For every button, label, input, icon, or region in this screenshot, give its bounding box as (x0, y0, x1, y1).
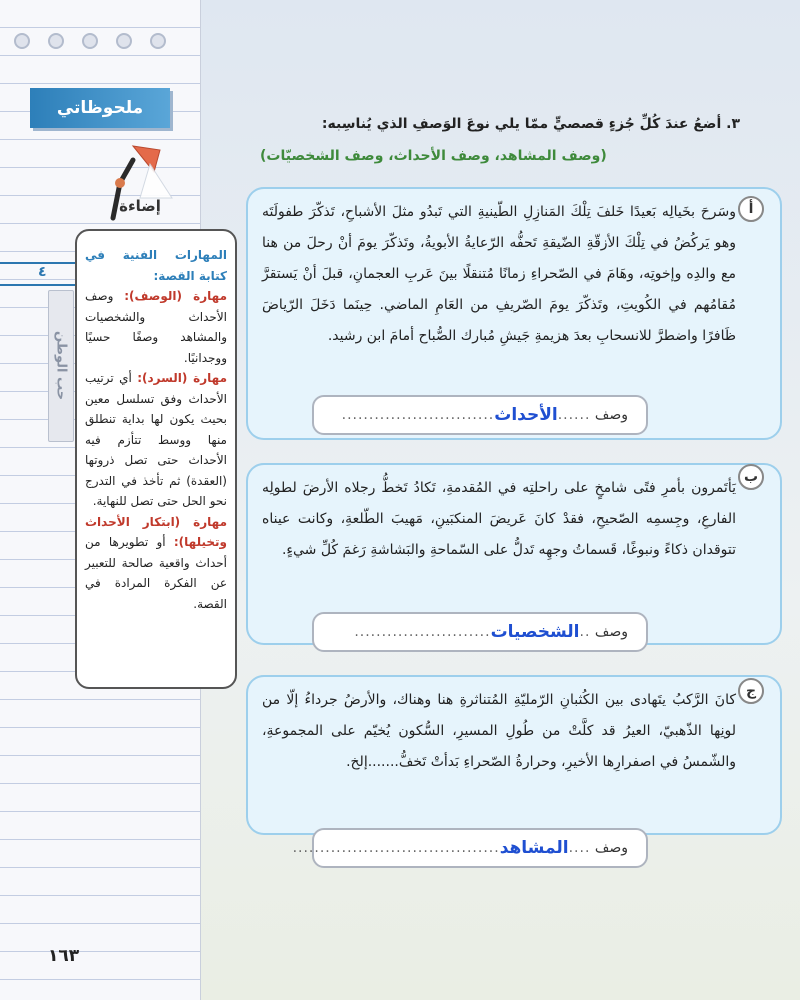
skill-text: وصف الأحداث والشخصيات والمشاهد وصفًا حسيًا ووجدانيًا. (85, 289, 227, 365)
item-marker: أ (738, 196, 764, 222)
ring-icon (48, 33, 64, 49)
answer-value: الشخصيات (490, 622, 580, 642)
tip-box (75, 229, 237, 689)
answer-dots: ............................ (341, 407, 495, 423)
answer-dots: ......................... (354, 624, 491, 640)
answer-label: وصف (594, 624, 628, 640)
passage-text: وسَرحَ بخَيالِه بَعيدًا خَلفَ تِلْكَ المَنازِلِ الطّينيةِ التي تَبدُو مثلَ الأشباحِ، تَذكّرَ طفولَتَه وهو يَركُضُ في تِلْكَ الأزقّةِ الضّيقةِ تَحفُّه الرّعايةُ الأبويةُ، وتَذكّرَ يومَ أنْ رحلَ من هنا مع والدِه وإخوتِه، وهَامَ في الصّحراءِ زمانًا مُتنقلًا بينَ عَربِ العجمانِ، قبلَ أنْ يَستقرَّ مُقامُهم في الكُويتِ، وتَذكّرَ يومَ الصّريفِ من العَامِ الماضي. حِينَما دَخَلَ الرّياضَ ظَافرًا واضطرَّ للانسحابِ بعدَ هزيمةِ جَيشِ مُبارك الصُّباح أمامَ ابن رشيد. (262, 204, 736, 344)
ring-icon (14, 33, 30, 49)
page-number: ١٦٣ (48, 946, 80, 966)
item-marker: ج (738, 678, 764, 704)
idaa-label: إضاءة (119, 197, 161, 215)
answer-dots: ...................................... (292, 840, 500, 856)
answer-field-a[interactable] (312, 395, 648, 435)
answer-field-b[interactable] (312, 612, 648, 652)
notes-tab-header (30, 88, 170, 128)
question-header: ٣. أضعُ عندَ كُلِّ جُزءٍ قصصيٍّ ممّا يلي نوعَ الوَصفِ الذي يُناسِبه: (321, 116, 740, 132)
passage-box-c (246, 675, 782, 835)
unit-number: ٤ (38, 264, 47, 280)
ring-icon (150, 33, 166, 49)
answer-value: الأحداث (494, 405, 558, 425)
answer-value: المشاهد (499, 838, 569, 858)
skill-text: أي ترتيب الأحداث وفق تسلسل معين بحيث يكون لها بداية تنطلق منها ووسط تتأزم فيه الأحداث حتى تصل ذروتها (العقدة) ثم تأخذ في التدرج نحو الحل حتى تصل للنهاية. (85, 371, 227, 508)
answer-field-c[interactable] (292, 828, 648, 868)
skill-text: أو تطويرها من أحداث واقعية صالحة للتعبير عن الفكرة المرادة في القصة. (85, 535, 227, 611)
tip-title: المهارات الفنية في كتابة القصة: (85, 248, 227, 283)
item-marker: ب (738, 464, 764, 490)
skill-name: مهارة (ابتكار الأحداث وتخيلها): (85, 514, 227, 549)
binder-rings (14, 33, 764, 53)
skill-name: مهارة (الوصف): (124, 289, 227, 303)
answer-dots: ...... (557, 407, 591, 423)
skill-name: مهارة (السرد): (137, 371, 227, 385)
question-options: (وصف المشاهد، وصف الأحداث، وصف الشخصيّات) (260, 148, 607, 164)
passage-text: يَأتَمرون بأمرِ فتًى شامخٍ على راحلتِه في المُقدمةِ، تَكادُ تَخطُّ رجلاه الأرضَ لطولِه الفارعِ، وجِسمِه الصّحيحِ، فقدْ كانَ عَريضَ المنكبَينِ، مَهيبَ الطّلعةِ، وكانت عيناه تتوقدان ذكاءً ونبوغًا، قَسماتُ وجهِه تَدلُّ على السّماحةِ والبَشاشةِ رَغمَ كُلِّ شيءٍ. (262, 480, 736, 558)
ring-icon (82, 33, 98, 49)
unit-title-strip (48, 290, 74, 442)
unit-title-vertical: حب الوطن (53, 331, 69, 401)
answer-dots: .. (579, 624, 591, 640)
answer-label: وصف (594, 840, 628, 856)
answer-label: وصف (594, 407, 628, 423)
notes-tab-title: ملحوظاتي (56, 98, 144, 118)
ring-icon (116, 33, 132, 49)
passage-text: كانَ الرَّكبُ يتَهادى بين الكُثبانِ الرّمليّةِ المُتناثرةِ هنا وهناك، والأرضُ جرداءُ إلّا من لونِها الذّهبيّ، العيرُ قد كلَّتْ من طُولِ المسيرِ، السُّكون يُخيّم على المجموعةِ، والشّمسُ في اصفرارِها الأخيرِ، وحرارةُ الصّحراءِ بَدأتْ تَخفُّ.......إلخ. (262, 692, 736, 770)
unit-number-box (0, 262, 75, 286)
answer-dots: .... (568, 840, 591, 856)
